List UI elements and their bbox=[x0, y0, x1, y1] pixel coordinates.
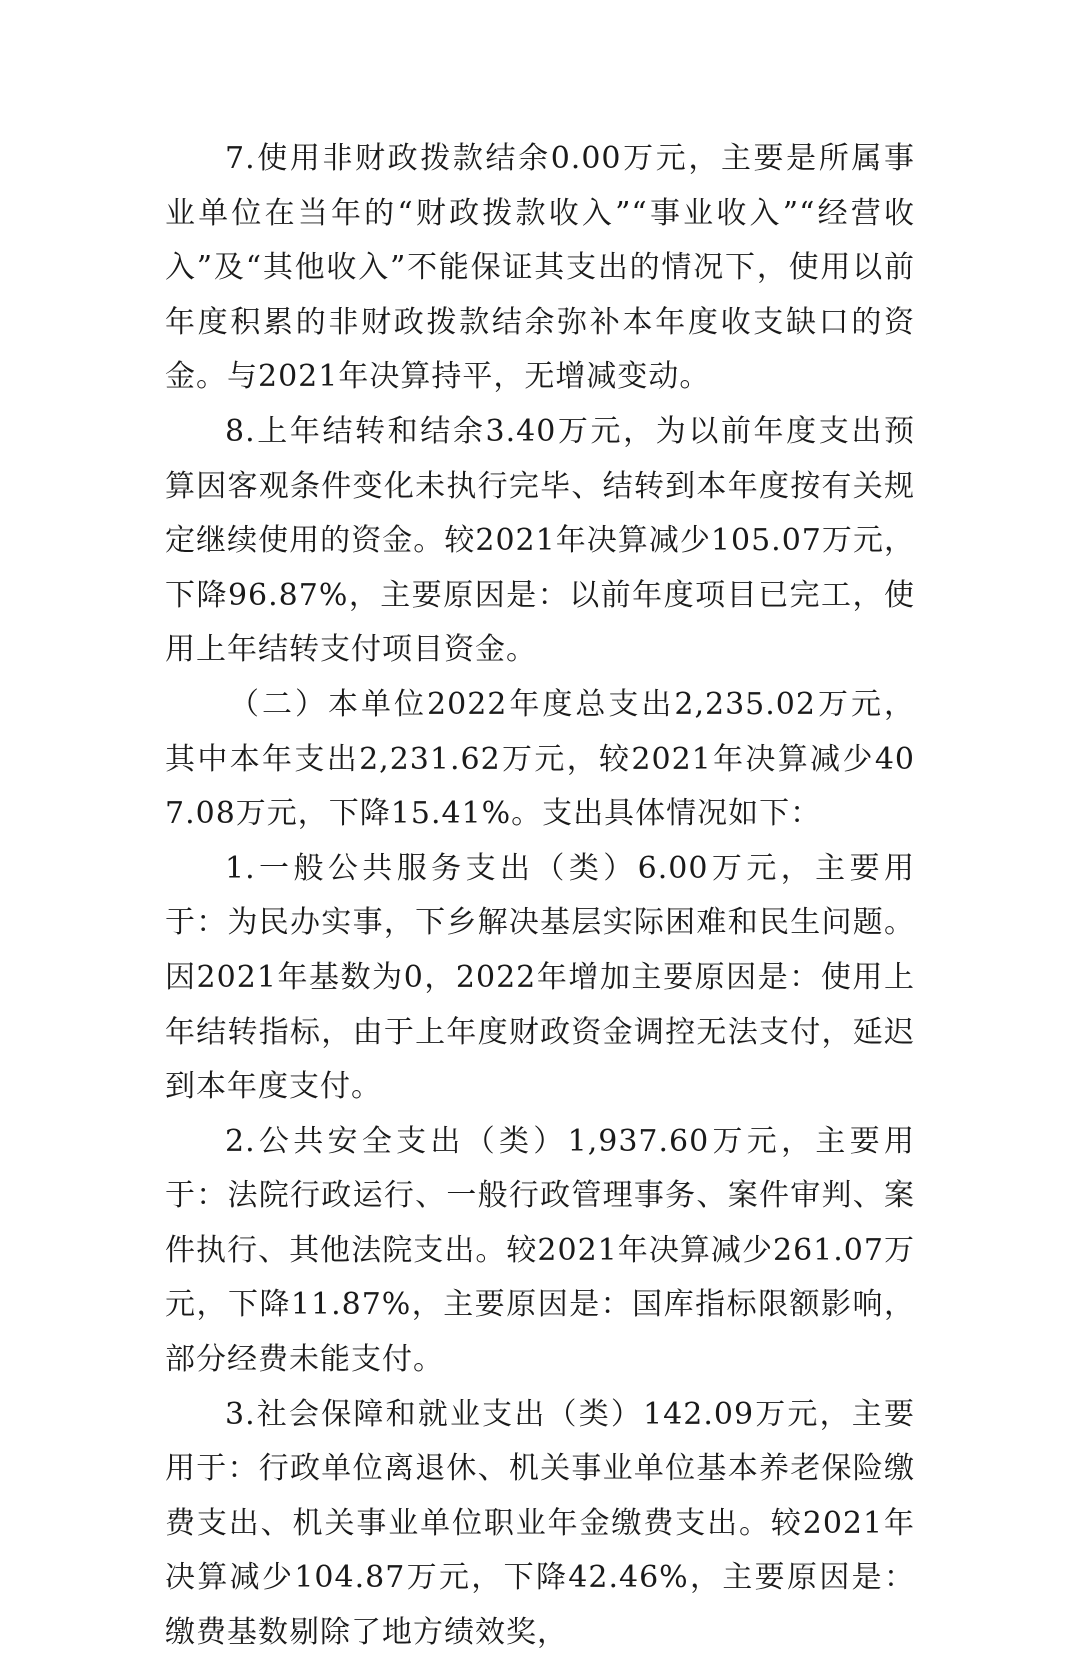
paragraph-item-8: 8.上年结转和结余3.40万元，为以前年度支出预算因客观条件变化未执行完毕、结转到本年度按有关规定继续使用的资金。较2021年决算减少105.07万元，下降96.87%，主要原因是：以前年度项目已完工，使用上年结转支付项目资金。 bbox=[165, 413, 915, 668]
paragraph-item-7: 7.使用非财政拨款结余0.00万元，主要是所属事业单位在当年的“财政拨款收入”“事业收入”“经营收入”及“其他收入”不能保证其支出的情况下，使用以前年度积累的非财政拨款结余弥补本年度收支缺口的资金。与2021年决算持平，无增减变动。 bbox=[165, 141, 915, 395]
paragraph-expense-social-security: 3.社会保障和就业支出（类）142.09万元，主要用于：行政单位离退休、机关事业单位基本养老保险缴费支出、机关事业单位职业年金缴费支出。较2021年决算减少104.87万元，下降42.46%，主要原因是：缴费基数剔除了地方绩效奖， bbox=[165, 1396, 915, 1651]
paragraph-section-2-total-expenditure: （二）本单位2022年度总支出2,235.02万元，其中本年支出2,231.62万元，较2021年决算减少407.08万元，下降15.41%。支出具体情况如下： bbox=[165, 686, 915, 832]
paragraph-expense-general-public-services: 1.一般公共服务支出（类）6.00万元，主要用于：为民办实事，下乡解决基层实际困难和民生问题。因2021年基数为0，2022年增加主要原因是：使用上年结转指标，由于上年度财政资金调控无法支付，延迟到本年度支付。 bbox=[165, 850, 915, 1105]
document-body bbox=[165, 132, 915, 1661]
paragraph-expense-public-security: 2.公共安全支出（类）1,937.60万元，主要用于：法院行政运行、一般行政管理事务、案件审判、案件执行、其他法院支出。较2021年决算减少261.07万元，下降11.87%，主要原因是：国库指标限额影响，部分经费未能支付。 bbox=[165, 1123, 915, 1378]
